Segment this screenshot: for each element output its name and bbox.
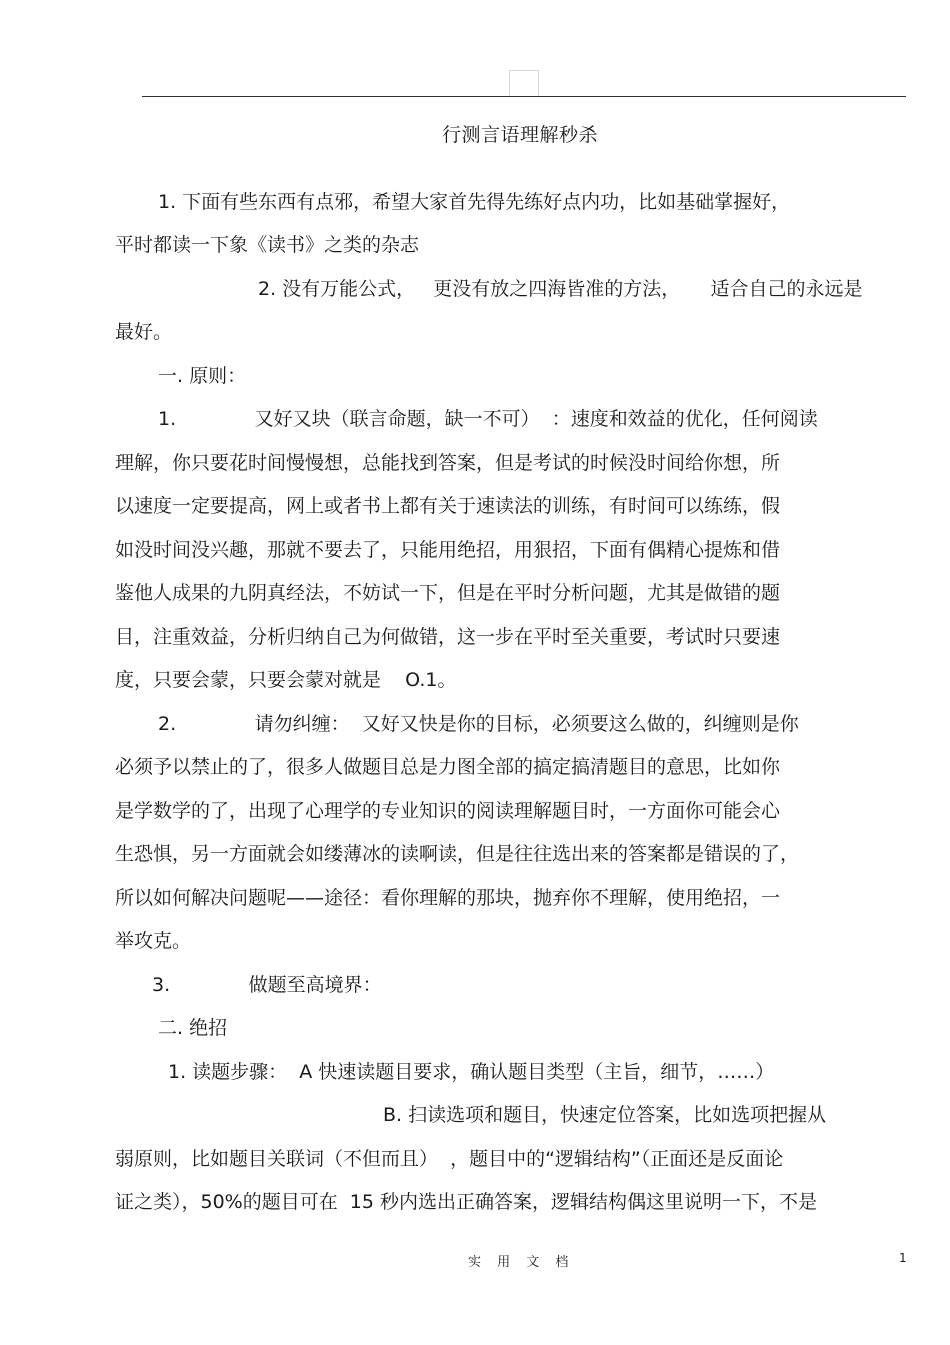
body-line: 平时都读一下象《读书》之类的杂志: [115, 234, 420, 256]
body-line: 理解，你只要花时间慢慢想，总能找到答案，但是考试的时候没时间给你想，所: [115, 452, 781, 474]
section-heading: 一. 原则：: [158, 365, 247, 387]
body-line: 是学数学的了，出现了心理学的专业知识的阅读理解题目时，一方面你可能会心: [115, 800, 781, 822]
page-number: 1: [899, 1251, 907, 1265]
body-line: B. 扫读选项和题目，快速定位答案，比如选项把握从: [383, 1104, 827, 1126]
body-line: 2. 请勿纠缠： 又好又快是你的目标，必须要这么做的，纠缠则是你: [158, 713, 799, 735]
body-line: 目，注重效益，分析归纳自己为何做错，这一步在平时至关重要，考试时只要速: [115, 626, 781, 648]
body-line: 2. 没有万能公式， 更没有放之四海皆准的方法， 适合自己的永远是: [258, 278, 863, 300]
header-rule: [142, 96, 906, 97]
body-line: 3. 做题至高境界：: [152, 974, 382, 996]
body-line: 度，只要会蒙，只要会蒙对就是 O.1。: [115, 669, 457, 691]
body-line: 举攻克。: [115, 930, 192, 952]
body-line: 如没时间没兴趣，那就不要去了，只能用绝招，用狠招，下面有偶精心提炼和借: [115, 539, 781, 561]
body-line: 1. 下面有些东西有点邪，希望大家首先得先练好点内功，比如基础掌握好，: [158, 191, 791, 213]
header-box: [509, 70, 539, 97]
body-line: 生恐惧，另一方面就会如缕薄冰的读啊读，但是往往选出来的答案都是错误的了，: [115, 843, 800, 865]
body-line: 证之类），50%的题目可在 15 秒内选出正确答案，逻辑结构偶这里说明一下，不是: [115, 1191, 818, 1213]
body-line: 所以如何解决问题呢——途径：看你理解的那块，抛弃你不理解，使用绝招，一: [115, 887, 781, 909]
body-line: 1. 读题步骤： A 快速读题目要求，确认题目类型（主旨，细节，……）: [168, 1061, 775, 1083]
footer-label: 实 用 文 档: [468, 1255, 575, 1270]
body-line: 最好。: [115, 321, 173, 343]
body-line: 1. 又好又块（联言命题，缺一不可） ：速度和效益的优化，任何阅读: [158, 408, 818, 430]
body-line: 以速度一定要提高，网上或者书上都有关于速读法的训练，有时间可以练练，假: [115, 495, 781, 517]
body-line: 弱原则，比如题目关联词（不但而且） ，题目中的“逻辑结构”（正面还是反面论: [115, 1148, 784, 1170]
section-heading: 二. 绝招: [158, 1017, 228, 1039]
page-title: 行测言语理解秒杀: [441, 124, 598, 146]
body-line: 必须予以禁止的了，很多人做题目总是力图全部的搞定搞清题目的意思，比如你: [115, 756, 781, 778]
body-line: 鉴他人成果的九阴真经法，不妨试一下，但是在平时分析问题，尤其是做错的题: [115, 582, 781, 604]
